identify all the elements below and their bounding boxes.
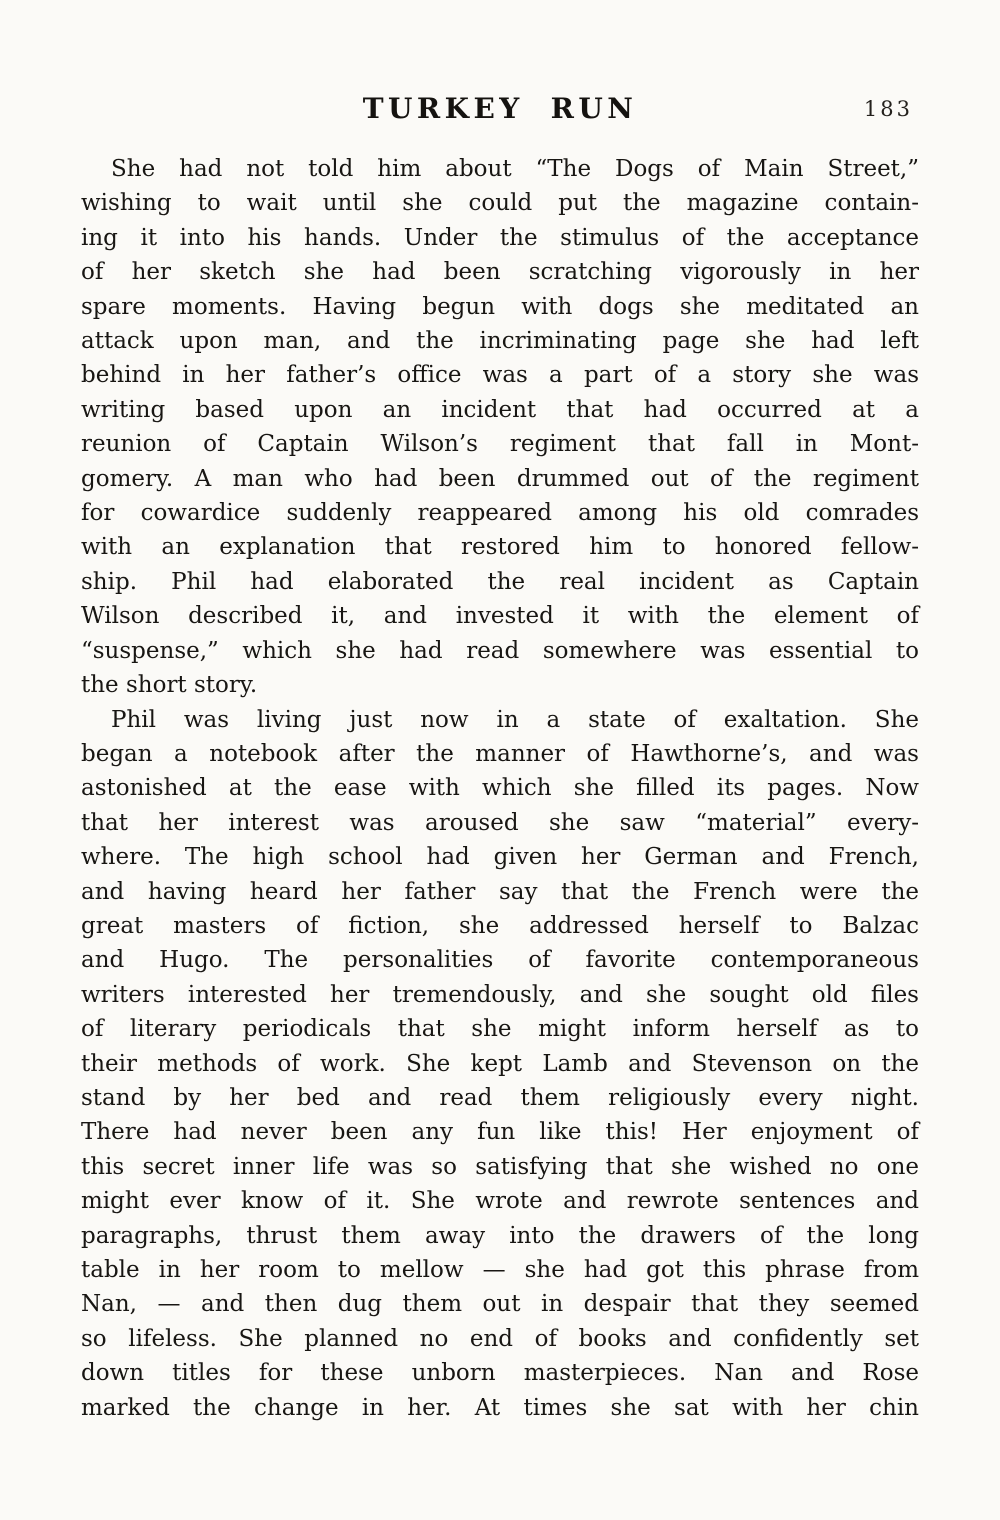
text-line: with an explanation that restored him to honored fellow- (81, 534, 919, 561)
text-line: attack upon man, and the incriminating page she had left (81, 328, 919, 355)
text-column (81, 92, 919, 1425)
text-line: Phil was living just now in a state of exaltation. She (111, 706, 919, 733)
text-line: wishing to wait until she could put the magazine contain- (81, 190, 919, 217)
text-line: their methods of work. She kept Lamb and Stevenson on the (81, 1050, 919, 1077)
text-line: paragraphs, thrust them away into the drawers of the long (81, 1222, 919, 1249)
text-line: There had never been any fun like this! Her enjoyment of (81, 1119, 919, 1146)
page-title: TURKEY RUN (362, 92, 638, 125)
text-line: writing based upon an incident that had occurred at a (81, 396, 919, 423)
text-line: Nan, — and then dug them out in despair that they seemed (81, 1291, 919, 1318)
text-line: and Hugo. The personalities of favorite contemporaneous (81, 947, 919, 974)
text-line: this secret inner life was so satisfying that she wished no one (81, 1153, 919, 1180)
text-line: down titles for these unborn masterpieces. Nan and Rose (81, 1360, 919, 1387)
text-line: gomery. A man who had been drummed out of the regiment (81, 465, 919, 492)
text-line: Wilson described it, and invested it with the element of (81, 603, 919, 630)
text-line: behind in her father’s office was a part of a story she was (81, 362, 919, 389)
page-number: 183 (863, 97, 913, 121)
text-block (81, 152, 919, 1425)
text-line: “suspense,” which she had read somewhere was essential to (81, 637, 919, 664)
text-line: ing it into his hands. Under the stimulus of the acceptance (81, 224, 919, 251)
page-header (81, 92, 919, 136)
text-line: that her interest was aroused she saw “material” every- (81, 809, 919, 836)
text-line: astonished at the ease with which she filled its pages. Now (81, 775, 919, 802)
text-line: where. The high school had given her German and French, (81, 844, 919, 871)
text-line: for cowardice suddenly reappeared among his old comrades (81, 500, 919, 527)
text-line: stand by her bed and read them religiously every night. (81, 1084, 919, 1111)
text-line: so lifeless. She planned no end of books and confidently set (81, 1325, 919, 1352)
text-line: of literary periodicals that she might inform herself as to (81, 1016, 919, 1043)
text-line: began a notebook after the manner of Hawthorne’s, and was (81, 740, 919, 767)
text-line: She had not told him about “The Dogs of Main Street,” (111, 156, 919, 182)
text-line: great masters of fiction, she addressed herself to Balzac (81, 912, 919, 939)
paragraph (81, 703, 919, 1426)
text-line: ship. Phil had elaborated the real incident as Captain (81, 568, 919, 595)
text-line: and having heard her father say that the French were the (81, 878, 919, 905)
text-line: the short story. (81, 672, 258, 699)
text-line: writers interested her tremendously, and she sought old files (81, 981, 919, 1008)
text-line: table in her room to mellow — she had got this phrase from (81, 1257, 919, 1283)
paragraph (81, 152, 919, 703)
text-line: might ever know of it. She wrote and rewrote sentences and (81, 1188, 919, 1215)
text-line: marked the change in her. At times she sat with her chin (81, 1394, 919, 1421)
text-line: of her sketch she had been scratching vigorously in her (81, 259, 919, 286)
text-line: spare moments. Having begun with dogs she meditated an (81, 293, 919, 320)
text-line: reunion of Captain Wilson’s regiment that fall in Mont- (81, 431, 919, 458)
